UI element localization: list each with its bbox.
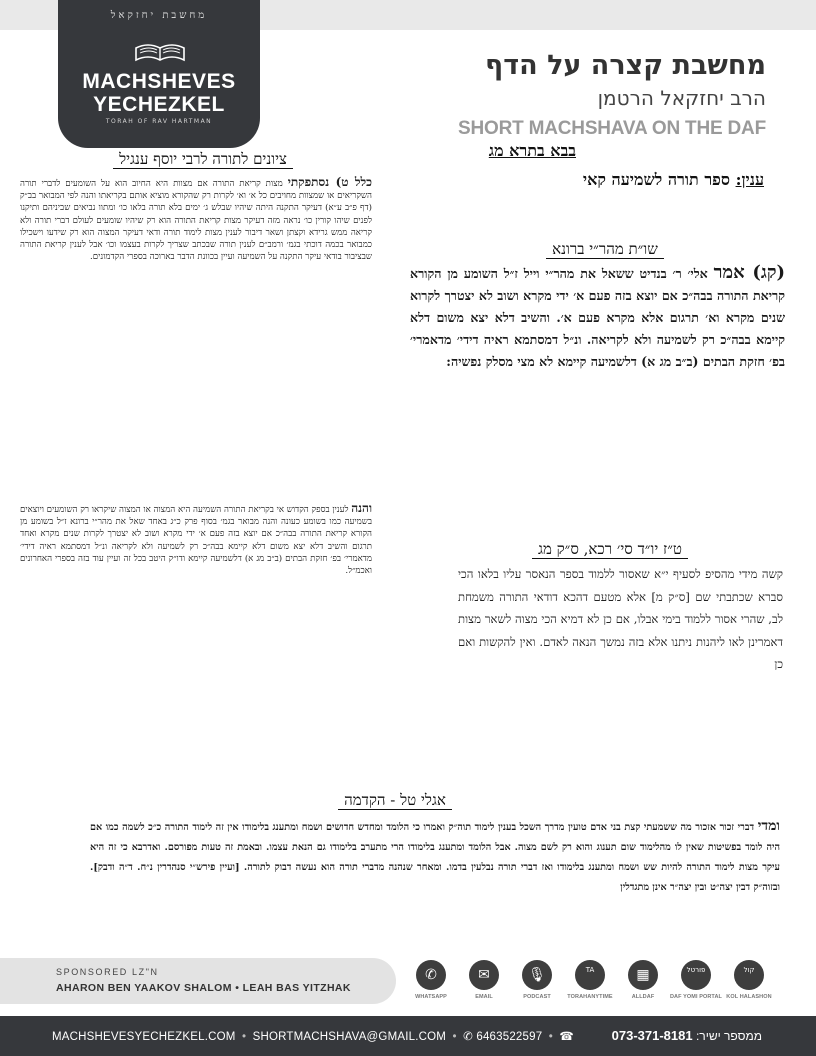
topic-line xyxy=(583,170,764,190)
whatsapp-link[interactable] xyxy=(412,960,450,1000)
direct-line-number[interactable]: 073-371-8181 xyxy=(611,1028,693,1043)
left-column-title-wrap xyxy=(18,150,388,169)
email-label: EMAIL xyxy=(475,994,493,1000)
paragraph-lead-word: ומדי xyxy=(757,818,780,834)
whatsapp-icon: ✆ xyxy=(416,960,446,990)
email-icon: ✉ xyxy=(469,960,499,990)
sponsor-separator: • xyxy=(235,982,240,994)
tziyunim-paragraph-1 xyxy=(20,176,372,496)
section-title-taz: ט״ז יו״ד סי׳ רכא, ס״ק מג xyxy=(440,540,780,559)
logo-hebrew-text: מחשבת יחזקאל xyxy=(110,10,208,21)
direct-line-label: ממספר ישיר: xyxy=(695,1029,762,1043)
email-link[interactable] xyxy=(465,960,503,1000)
sponsor-name-1: AHARON BEN YAAKOV SHALOM xyxy=(56,982,232,994)
sponsor-label: SPONSORED LZ"N xyxy=(56,967,159,977)
logo-tagline: TORAH OF RAV HARTMAN xyxy=(105,118,213,125)
website-link[interactable]: MACHSHEVESYECHEZKEL.COM xyxy=(52,1031,236,1043)
logo-name-line2: YECHEZKEL xyxy=(93,93,225,116)
podcast-link[interactable] xyxy=(518,960,556,1000)
torahanytime-icon: TA xyxy=(575,960,605,990)
dafyomi-portal-link[interactable] xyxy=(669,960,723,1000)
dafyomi-portal-label: DAF YOMI PORTAL xyxy=(669,994,723,1000)
separator-dot: • xyxy=(548,1031,553,1043)
agli-section-title-wrap xyxy=(250,791,540,810)
torahanytime-label: TORAHANYTIME xyxy=(567,994,613,1000)
kolhalashon-label: KOL HALASHON xyxy=(726,994,772,1000)
torahanytime-link[interactable] xyxy=(567,960,613,1000)
podcast-label: PODCAST xyxy=(523,994,551,1000)
separator-dot: • xyxy=(241,1031,247,1043)
paragraph-lead-word: והנה xyxy=(351,502,372,515)
taz-section-body: קשה מידי מהסיפ לסעיף י״א שאסור ללמוד בספר הנאסר עליו בלאו הכי סברא שכתבתי שם [ס״ק מ] אלא מטעם דהכא דודאי התורה משמחת לב, שהרי אסור ללמוד בימי אבלו, אם כן לא דמיא הכי מצוה לשאר מצות דאמרינן לאו ליהנות ניתנו אלא בזה נמשך הנאה לאדם. ואין להקשות ואם כן xyxy=(458,567,783,671)
topic-text: ספר תורה לשמיעה קאי xyxy=(582,170,730,189)
phone-number[interactable]: 6463522597 xyxy=(476,1031,543,1043)
platform-icons xyxy=(410,960,790,1006)
tziyunim-paragraph-2 xyxy=(20,502,372,776)
section-title-tziyunim: ציונים לתורה לרבי יוסף ענגיל xyxy=(18,150,388,169)
paragraph-lead-word: (קג) אמר xyxy=(713,262,785,283)
shut-section-body xyxy=(410,262,785,373)
taz-section-title-wrap xyxy=(440,540,780,559)
alldaf-link[interactable] xyxy=(624,960,662,1000)
topic-label: ענין: xyxy=(735,170,764,189)
direct-line xyxy=(612,1028,762,1043)
whatsapp-small-icon: ✆ xyxy=(463,1031,473,1043)
paragraph-text: דברי זכור אזכור מה ששמעתי קצת בני אדם טועין מדרך השכל בענין לימוד תוה״ק ואמרו כי הלומד ומחדש חדושים ושמח ומתענג בלימודו אין זה לימוד התורה כ״כ לשמה כמו אם היה לומד בפשיטות שאין לו מהלימוד שום תענוג והוא רק לשם מצוה. אבל הלומד ומתענג בלימודו הרי מתערב בלימודו גם הנאת עצמו. ובאמת זה טעות מפורסם. ואדרבא כי זה היא עיקר מצות לימוד התורה להיות שש ושמח ומתענג בלימודו ואז דברי תורה נבלעין בדמו. ומאחר שנהנה מדברי תורה הוא נעשה דבוק לתורה. [ועיין פירש״י סנהדרין נ״ח. ד״ה ודבק]. ובזוה״ק דבין יצה״ט ובין יצה״ר אינן מתגדלין xyxy=(90,822,780,893)
paragraph-text: אלי׳ ר׳ בנדיט ששאל את מהר״י וייל ז״ל השומע מן הקורא קריאת התורה בבה״כ אם יוצא בזה פעם א׳ ידי מקרא ושוב לא יצטרך לקרוא שנים מקרא וא׳ תרגום אלא מקרא פעם א׳. והשיב דלא יצא משום דלא קיימא בבה״כ רק לשמיעה ולא לקריאה. ונ״ל דמסתמא ראיה דידי׳ מדאמרי׳ בפ׳ חזקת הבתים (ב״ב מג א) דלשמיעה קיימא לא מצי מסלק נפשיה: xyxy=(410,266,785,369)
alldaf-label: ALLDAF xyxy=(631,994,655,1000)
sponsor-names xyxy=(56,982,351,994)
paragraph-lead-word: כלל ט) נסתפקתי xyxy=(287,176,372,189)
contact-bar xyxy=(0,1016,816,1056)
paragraph-text: לענין בספק הקדוש אי בקריאת התורה השמיעה היא המצוה או המצוה שיקראו רק השומעים ויוצאים בשמיעה כמו בשומע כעונה והנה מבואר בגמ׳ בסוף פרק כ״ג באחד שאל את מהר״י ברונא ז״ל בשומע מן הקורא קריאת התורה בבה״כ אם יוצא בזה פעם א׳ ידי מקרא ושוב לא יצטרך לקרות שנים מקרא ואחד תרגום והשיב דלא יצא משום דלא קיימא בבה״כ רק לשמיעה ולא לקריאה ונ״ל דמסתמא ראיה דידי׳ מדאמרי׳ בפ׳ חזקת הבתים (ב״ב מג א) דלשמיעה קיימא ודו״ק היטב בכל זה ועיין עוד בזה בספרי האחרונים ואכמ״ל. xyxy=(20,505,372,577)
contact-left xyxy=(52,1029,574,1043)
page-title-hebrew: מחשבת קצרה על הדף xyxy=(485,50,766,81)
email-address-link[interactable]: SHORTMACHSHAVA@GMAIL.COM xyxy=(252,1031,447,1043)
author-name: הרב יחזקאל הרטמן xyxy=(597,86,766,110)
whatsapp-label: WHATSAPP xyxy=(415,994,447,1000)
open-book-icon xyxy=(134,40,186,64)
kolhalashon-small-icon: ☎ xyxy=(559,1031,574,1043)
agli-section-body xyxy=(90,816,780,898)
separator-dot: • xyxy=(452,1031,457,1043)
kolhalashon-link[interactable] xyxy=(726,960,772,1000)
sponsor-name-2: LEAH BAS YITZHAK xyxy=(242,982,351,994)
logo-name-line1: MACHSHEVES xyxy=(82,70,236,93)
page-title-english: SHORT MACHSHAVA ON THE DAF xyxy=(458,118,766,139)
kolhalashon-icon: קול xyxy=(734,960,764,990)
logo xyxy=(58,0,260,148)
section-title-agli-tal: אגלי טל - הקדמה xyxy=(250,791,540,810)
alldaf-icon: ▦ xyxy=(628,960,658,990)
shut-section-title-wrap xyxy=(430,240,780,259)
sponsor-box xyxy=(0,958,396,1004)
dafyomi-portal-icon: פורטל xyxy=(681,960,711,990)
paragraph-text: מצות קריאת התורה אם מצוות היא החיוב הוא על השומעים לדברי תורה השקריאים או שמצוות מחויבים כל א׳ וא׳ לקרות רק שהקורא מוציא אותם בקריאתו והנה לפי המבואר בב״ק (דף פ״ב ע״א) דעיקר התקנה היתה שיהיו שבלש ג׳ ימים בלא תורה בלאו כו׳ ומתוו נביאים שביניהם ותיקנו לפנים שיהו קורין כו׳ נראה מזה דעיקר מצות קריאת התורה הוא רק שיהיו שומעים לעולם דברי תורה ולא קריאה ממש גרידא וקצתן ושאר דיבור לענין מצות לימוד תורה ודאי דעיקר המצוה הוא רק שידעו וישכילו כמבואר בכמה דוכתי בגמ׳ ורמב״ם לענין תורה שבכתב שצריך לקרות בעצמו וכו׳ אבל לענין קריאת התורה שבציבור בודאי עיקר התקנה על השמיעה ועיין בכוונת הדבר בארוכה בספרי הקדמונים. xyxy=(20,179,372,263)
masechta-label: בבא בתרא מג xyxy=(488,141,576,160)
podcast-icon: 🎙 xyxy=(522,960,552,990)
section-title-shut: שו״ת מהר״י ברונא xyxy=(430,240,780,259)
